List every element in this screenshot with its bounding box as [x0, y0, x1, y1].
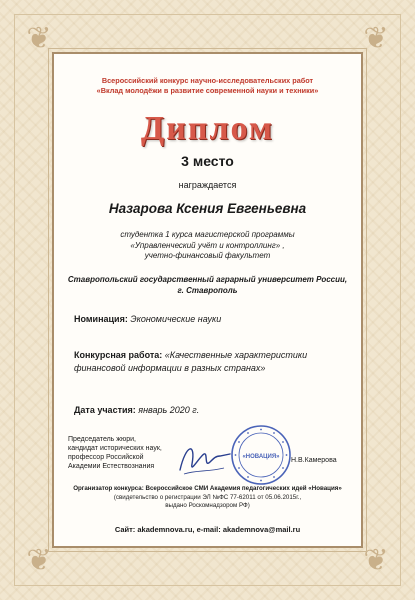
- work-field: [74, 349, 349, 375]
- description-line1: студентка 1 курса магистерской программы: [120, 230, 295, 239]
- organizer-line2: (свидетельство о регистрации ЭЛ №ФС 77-62011 от 05.06.2015г.,: [113, 493, 302, 501]
- chair-line3: профессор Российской: [68, 454, 144, 461]
- place-label: 3 место: [181, 153, 234, 169]
- organizer-info: [62, 485, 353, 511]
- organizer-line1: Организатор конкурса: Всероссийское СМИ Академия педагогических идей «Новация»: [73, 485, 342, 492]
- awarded-label: награждается: [178, 180, 237, 190]
- stamp-icon: [230, 424, 292, 486]
- contest-title-line2: «Вклад молодёжи в развитие современной науки и техники»: [96, 86, 319, 95]
- description-line3: учетно-финансовый факультет: [144, 251, 271, 260]
- work-value: «Качественные характеристики финансовой информации в разных странах»: [74, 350, 308, 373]
- organizer-line3: выдано Роскомнадзором РФ): [165, 502, 250, 509]
- stamp-center-text: «НОВАЦИЯ»: [242, 454, 280, 460]
- signature-icon: [174, 434, 234, 482]
- signer-name: Н.В.Камерова: [291, 457, 337, 464]
- ornament-icon: ❦: [26, 21, 52, 56]
- date-field: [74, 404, 349, 417]
- nomination-value: Экономические науки: [130, 314, 222, 324]
- university-line2: г. Ставрополь: [177, 286, 238, 295]
- contest-title: [62, 76, 353, 96]
- recipient-name: Назарова Ксения Евгеньевна: [108, 201, 307, 216]
- ornament-icon: ❦: [26, 543, 52, 578]
- nomination-field: [74, 313, 349, 326]
- jury-chair: [68, 435, 178, 471]
- university-line1: Ставропольский государственный аграрный университет России,: [67, 275, 348, 284]
- ornament-icon: ❦: [363, 21, 389, 56]
- work-label: Конкурсная работа:: [74, 350, 163, 360]
- contest-title-line1: Всероссийский конкурс научно-исследовательских работ: [101, 76, 314, 85]
- nomination-label: Номинация:: [74, 314, 128, 324]
- date-value: январь 2020 г.: [138, 405, 200, 415]
- university: [62, 274, 353, 296]
- diploma-title: Диплом: [140, 110, 275, 147]
- recipient-description: [62, 230, 353, 262]
- ornament-icon: ❦: [363, 543, 389, 578]
- chair-line4: Академии Естествознания: [68, 463, 155, 470]
- chair-line2: кандидат исторических наук,: [68, 445, 162, 452]
- date-label: Дата участия:: [74, 405, 136, 415]
- diploma-content: [62, 62, 353, 538]
- description-line2: «Управленческий учёт и контроллинг» ,: [130, 240, 285, 250]
- contacts-line: Сайт: akademnova.ru, e-mail: akademnova@mail.ru: [114, 525, 301, 534]
- chair-line1: Председатель жюри,: [68, 436, 136, 443]
